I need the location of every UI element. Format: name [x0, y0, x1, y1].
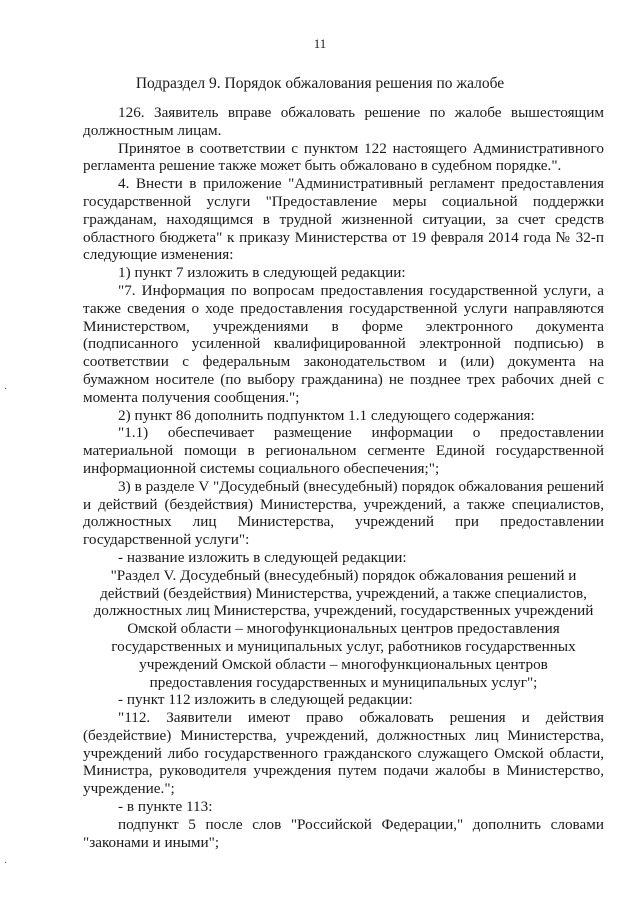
paragraph-adopted-line-2: регламента решение также может быть обжаловано в судебном порядке.". [83, 157, 562, 175]
section-v-title [83, 567, 604, 692]
section-title-line: предоставления государственных и муниципальных услуг"; [149, 673, 538, 691]
section-title-line: действий (бездействия) Министерства, учреждений, а также специалистов, [100, 584, 587, 602]
page-number: 11 [313, 36, 327, 51]
paragraph-112: "112. Заявители имеют право обжаловать решения и действия (бездействие) Министерства, учреждений, должностных лиц Министерства, учреждений либо государственного гражданского служащего Омской области, Министра, руководителя учреждения путем подачи жалобы в Министерство, учреждение."; [83, 709, 604, 798]
section-title-line: "Раздел V. Досудебный (внесудебный) порядок обжалования решений и [110, 566, 577, 584]
paragraph-adopted-line-1: Принятое в соответствии с пунктом 122 настоящего Административного [118, 139, 604, 157]
paragraph-1-1: "1.1) обеспечивает размещение информации о предоставлении материальной помощи в региональном сегменте Единой государственной информационной системы социального обеспечения;"; [83, 424, 604, 477]
item-1: 1) пункт 7 изложить в следующей редакции: [118, 264, 406, 282]
item-2: 2) пункт 86 дополнить подпунктом 1.1 следующего содержания: [118, 406, 535, 424]
subsection-title: Подраздел 9. Порядок обжалования решения по жалобе [135, 75, 505, 92]
item-3: 3) в разделе V "Досудебный (внесудебный) порядок обжалования решений и действий (бездействия) Министерства, учреждений, а также специалистов, должностных лиц Министерства, учреждений при предоставлении государственной услуги": [83, 477, 604, 549]
margin-mark: · [4, 384, 8, 395]
paragraph-4: 4. Внести в приложение "Административный регламент предоставления государственной услуги "Предоставление меры социальной поддержки гражданам, находящимся в трудной жизненной ситуации, за счет средств областного бюджета" к приказу Министерства от 19 февраля 2014 года № 32-п следующие изменения: [83, 175, 604, 264]
document-body [83, 104, 604, 851]
margin-mark: · [4, 858, 8, 869]
paragraph-126-line-1: 126. Заявитель вправе обжаловать решение по жалобе вышестоящим [118, 104, 604, 121]
name-change-note: - название изложить в следующей редакции: [118, 548, 407, 566]
section-title-line: учреждений Омской области – многофункциональных центров [139, 655, 548, 673]
section-title-line: государственных и муниципальных услуг, работников государственных [111, 637, 576, 655]
paragraph-126-line-2: должностным лицам. [83, 121, 222, 139]
subparagraph-5: подпункт 5 после слов "Российской Федерации," дополнить словами "законами и иными"; [83, 815, 604, 851]
p113-intro: - в пункте 113: [118, 798, 213, 816]
p112-change-note: - пункт 112 изложить в следующей редакции: [118, 691, 413, 709]
paragraph-7: "7. Информация по вопросам предоставления государственной услуги, а также сведения о ходе предоставления государственной услуги направляются Министерством, учреждениями в форме электронного документа (подписанного усиленной квалифицированной электронной подписью) в соответствии с федеральным законодательством и (или) документа на бумажном носителе (по выбору гражданина) не позднее трех рабочих дней с момента получения сообщения."; [83, 281, 604, 406]
section-title-line: Омской области – многофункциональных центров предоставления [127, 620, 560, 638]
section-title-line: должностных лиц Министерства, учреждений, государственных учреждений [93, 602, 594, 620]
